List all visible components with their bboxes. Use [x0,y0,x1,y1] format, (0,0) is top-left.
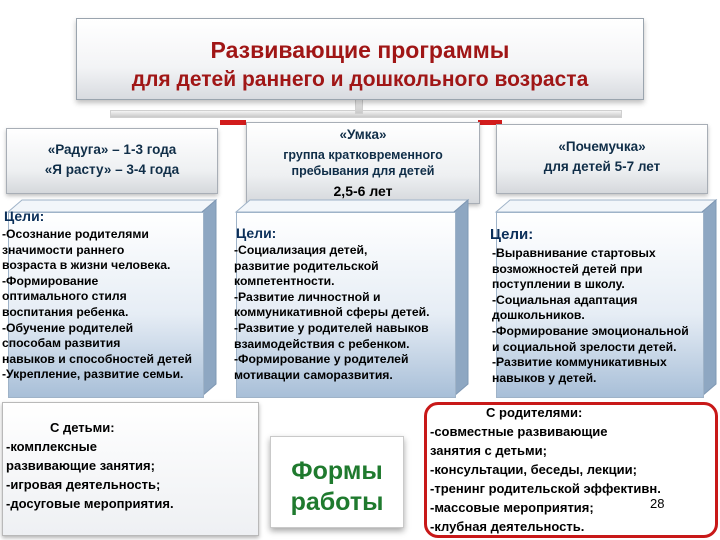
goal-item: поступлении в школу. [492,277,625,292]
goal-item: -Осознание родителями [2,227,149,241]
program-line: «Я расту» – 3-4 года [44,162,180,177]
goal-item: -Формирование [2,273,99,288]
work-forms-title-line1: Формы [291,457,383,485]
connector-horizontal [110,110,622,118]
goal-item: -Социальная адаптация [492,292,638,307]
children-forms-list [6,418,174,513]
goal-item: взаимодействия с ребенком. [234,336,410,351]
program-desc-line: группа кратковременного [283,148,443,162]
goals-title-2: Цели: [236,225,277,241]
program-line: для детей 5-7 лет [543,159,661,174]
page-title: Развивающие программы [210,37,510,63]
work-forms-box [270,436,404,528]
parents-form-item: -массовые мероприятия; [430,500,594,515]
work-forms-title-line2: работы [290,488,384,516]
goal-item: -Выравнивание стартовых [492,246,656,260]
goal-item: навыков и способностей детей [2,351,192,366]
goal-item: -Развитие коммуникативных [492,355,667,370]
goal-item: -Социализация детей, [234,243,368,257]
goals-list-1 [2,227,192,383]
goal-item: -Формирование эмоциональной [492,323,689,338]
parents-forms-list [430,403,661,536]
accent-bar-left [220,120,246,125]
goal-item: -Развитие личностной и [234,289,381,304]
parents-form-item: -консультации, беседы, лекции; [430,462,637,477]
page-subtitle: для детей раннего и дошкольного возраста [131,68,589,91]
goal-item: и социальной зрелости детей. [492,339,677,354]
goal-item: мотивации саморазвития. [234,367,393,382]
parents-form-item: -клубная деятельность. [430,519,585,534]
goal-item: возможностей детей при [492,261,643,276]
parents-form-item: -совместные развивающие [430,424,608,439]
parents-form-item: занятия с детьми; [430,443,547,458]
connector-center-vertical [355,98,363,114]
program-line: «Почемучка» [558,139,646,154]
goal-item: -Обучение родителей [2,320,134,335]
parents-forms-title: С родителями: [486,405,583,420]
goal-item: -Развитие у родителей навыков [234,320,429,335]
goal-item: возраста в жизни человека. [2,258,171,273]
goals-list-2 [234,243,430,383]
children-form-item: развивающие занятия; [6,458,155,473]
children-form-item: -игровая деятельность; [6,477,161,492]
title-box [76,18,644,100]
goals-title-3: Цели: [490,226,534,243]
parents-form-item: -тренинг родительской эффективн. [430,481,661,496]
children-forms-title: С детьми: [50,420,115,435]
goal-item: -Формирование у родителей [234,352,409,367]
goal-item: оптимального стиля [2,289,127,304]
goals-title-1: Цели: [4,208,45,224]
children-form-item: -комплексные [6,439,97,454]
page-number: 28 [650,496,665,511]
goal-item: коммуникативной сферы детей. [234,305,430,320]
program-box-raduga [6,128,218,194]
goal-item: значимости раннего [2,242,125,257]
goal-item: воспитания ребенка. [2,304,129,319]
program-desc-line: пребывания для детей [291,164,435,178]
program-box-umka [246,122,480,204]
program-box-pochemuchka [496,124,708,194]
program-age: 2,5-6 лет [333,183,393,199]
goal-item: развитие родительской [234,258,379,273]
program-line: «Радуга» – 1-3 года [47,142,177,157]
goal-item: навыков у детей. [492,370,597,385]
goal-item: дошкольников. [492,308,585,323]
goal-item: способам развития [2,336,121,351]
goals-list-3 [492,246,689,386]
goal-item: компетентности. [234,274,335,289]
program-name: «Умка» [339,127,387,142]
children-form-item: -досуговые мероприятия. [6,496,174,511]
goal-item: -Укрепление, развитие семьи. [2,367,184,382]
